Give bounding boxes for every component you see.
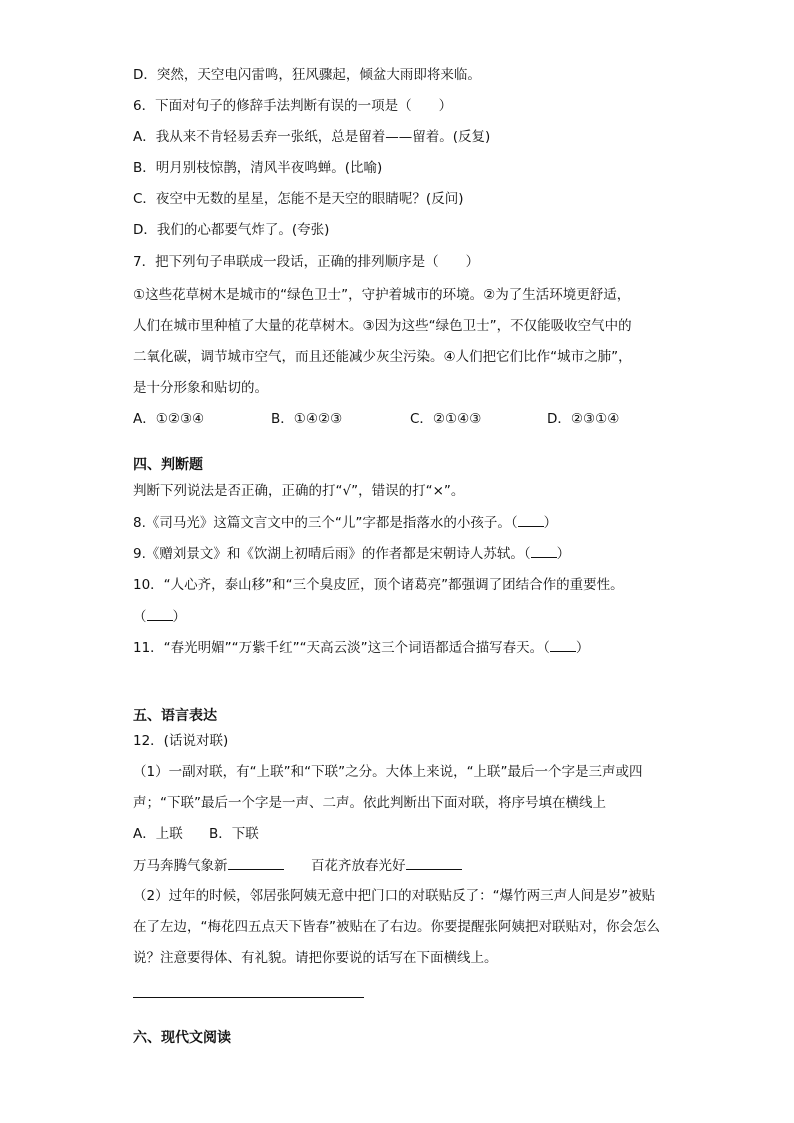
q11-answer-blank[interactable]: [550, 637, 576, 652]
q12-part1-line2: 声；“下联”最后一个字是一声、二声。依此判断出下面对联，将序号填在横线上: [133, 795, 606, 811]
section4-instruction: 判断下列说法是否正确，正确的打“√”，错误的打“×”。: [133, 483, 465, 499]
q7-option-b: B．①④②③: [271, 411, 343, 427]
q12-answer-options: [133, 824, 663, 844]
q12-part2-answer-line[interactable]: [133, 997, 364, 998]
q10-answer-blank[interactable]: [147, 606, 173, 621]
q7-option-a: A．①②③④: [133, 411, 205, 427]
q9-text: 9.《赠刘景文》和《饮湖上初晴后雨》的作者都是宋朝诗人苏轼。（: [133, 546, 531, 562]
q7-option-d: D．②③①④: [547, 411, 620, 427]
section4-title: 四、判断题: [133, 457, 203, 473]
q6-option-c: C．夜空中无数的星星，怎能不是天空的眼睛呢？(反问): [133, 191, 464, 207]
q7-option-c: C．②①④③: [410, 411, 482, 427]
q8: [133, 512, 663, 533]
q7-passage-line: 二氧化碳，调节城市空气，而且还能减少灰尘污染。④人们把它们比作“城市之肺”，: [133, 349, 632, 365]
close-paren: ）: [575, 640, 590, 656]
q12-part2-line2: 在了左边，“梅花四五点天下皆春”被贴在了右边。你要提醒张阿姨把对联贴对，你会怎么: [133, 919, 660, 935]
couplet-row: [133, 855, 663, 875]
couplet-1-text: 万马奔腾气象新: [133, 858, 228, 874]
q8-answer-blank[interactable]: [518, 512, 544, 527]
couplet-2-text: 百花齐放春光好: [311, 858, 406, 874]
open-paren: （: [133, 609, 147, 625]
couplet-2-answer-blank[interactable]: [406, 855, 462, 870]
q6-option-a: A．我从来不肯轻易丢弃一张纸，总是留着——留着。(反复): [133, 129, 491, 145]
q10-line1: 10．“人心齐，泰山移”和“三个臭皮匠，顶个诸葛亮”都强调了团结合作的重要性。: [133, 577, 624, 593]
q10-line2: [133, 606, 663, 627]
q11-text: 11．“春光明媚”“万紫千红”“天高云淡”这三个词语都适合描写春天。（: [133, 640, 550, 656]
q7-passage-line: 是十分形象和贴切的。: [133, 380, 268, 396]
couplet-2: [311, 855, 462, 876]
q11: [133, 637, 663, 658]
q9: [133, 543, 663, 564]
couplet-1-answer-blank[interactable]: [228, 855, 284, 870]
couplet-1: [133, 855, 284, 876]
close-paren: ）: [543, 515, 558, 531]
q7-passage-line: ①这些花草树木是城市的“绿色卫士”，守护着城市的环境。②为了生活环境更舒适，: [133, 287, 631, 303]
section5-title: 五、语言表达: [133, 708, 217, 724]
q12-title: 12．(话说对联): [133, 733, 229, 749]
q6-option-d: D．我们的心都要气炸了。(夸张): [133, 222, 330, 238]
q8-text: 8.《司马光》这篇文言文中的三个“儿”字都是指落水的小孩子。（: [133, 515, 518, 531]
q6-stem: 6．下面对句子的修辞手法判断有误的一项是（ ）: [133, 98, 453, 114]
option-a-upper-couplet: A．上联: [133, 826, 183, 842]
close-paren: ）: [172, 609, 186, 625]
q9-answer-blank[interactable]: [531, 543, 557, 558]
q5-option-d: D．突然，天空电闪雷鸣，狂风骤起，倾盆大雨即将来临。: [133, 67, 481, 83]
section6-title: 六、现代文阅读: [133, 1030, 231, 1046]
q7-stem: 7．把下列句子串联成一段话，正确的排列顺序是（ ）: [133, 254, 480, 270]
q6-option-b: B．明月别枝惊鹊，清风半夜鸣蝉。(比喻): [133, 160, 383, 176]
q12-part2-line3: 说？注意要得体、有礼貌。请把你要说的话写在下面横线上。: [133, 950, 498, 966]
q7-passage-line: 人们在城市里种植了大量的花草树木。③因为这些“绿色卫士”，不仅能吸收空气中的: [133, 318, 632, 334]
q7-options: [133, 409, 663, 429]
option-b-lower-couplet: B．下联: [209, 826, 259, 842]
close-paren: ）: [556, 546, 571, 562]
q12-part1-line1: （1）一副对联，有“上联”和“下联”之分。大体上来说，“上联”最后一个字是三声或四: [133, 764, 643, 780]
q12-part2-line1: （2）过年的时候，邻居张阿姨无意中把门口的对联贴反了：“爆竹两三声人间是岁”被贴: [133, 888, 656, 904]
